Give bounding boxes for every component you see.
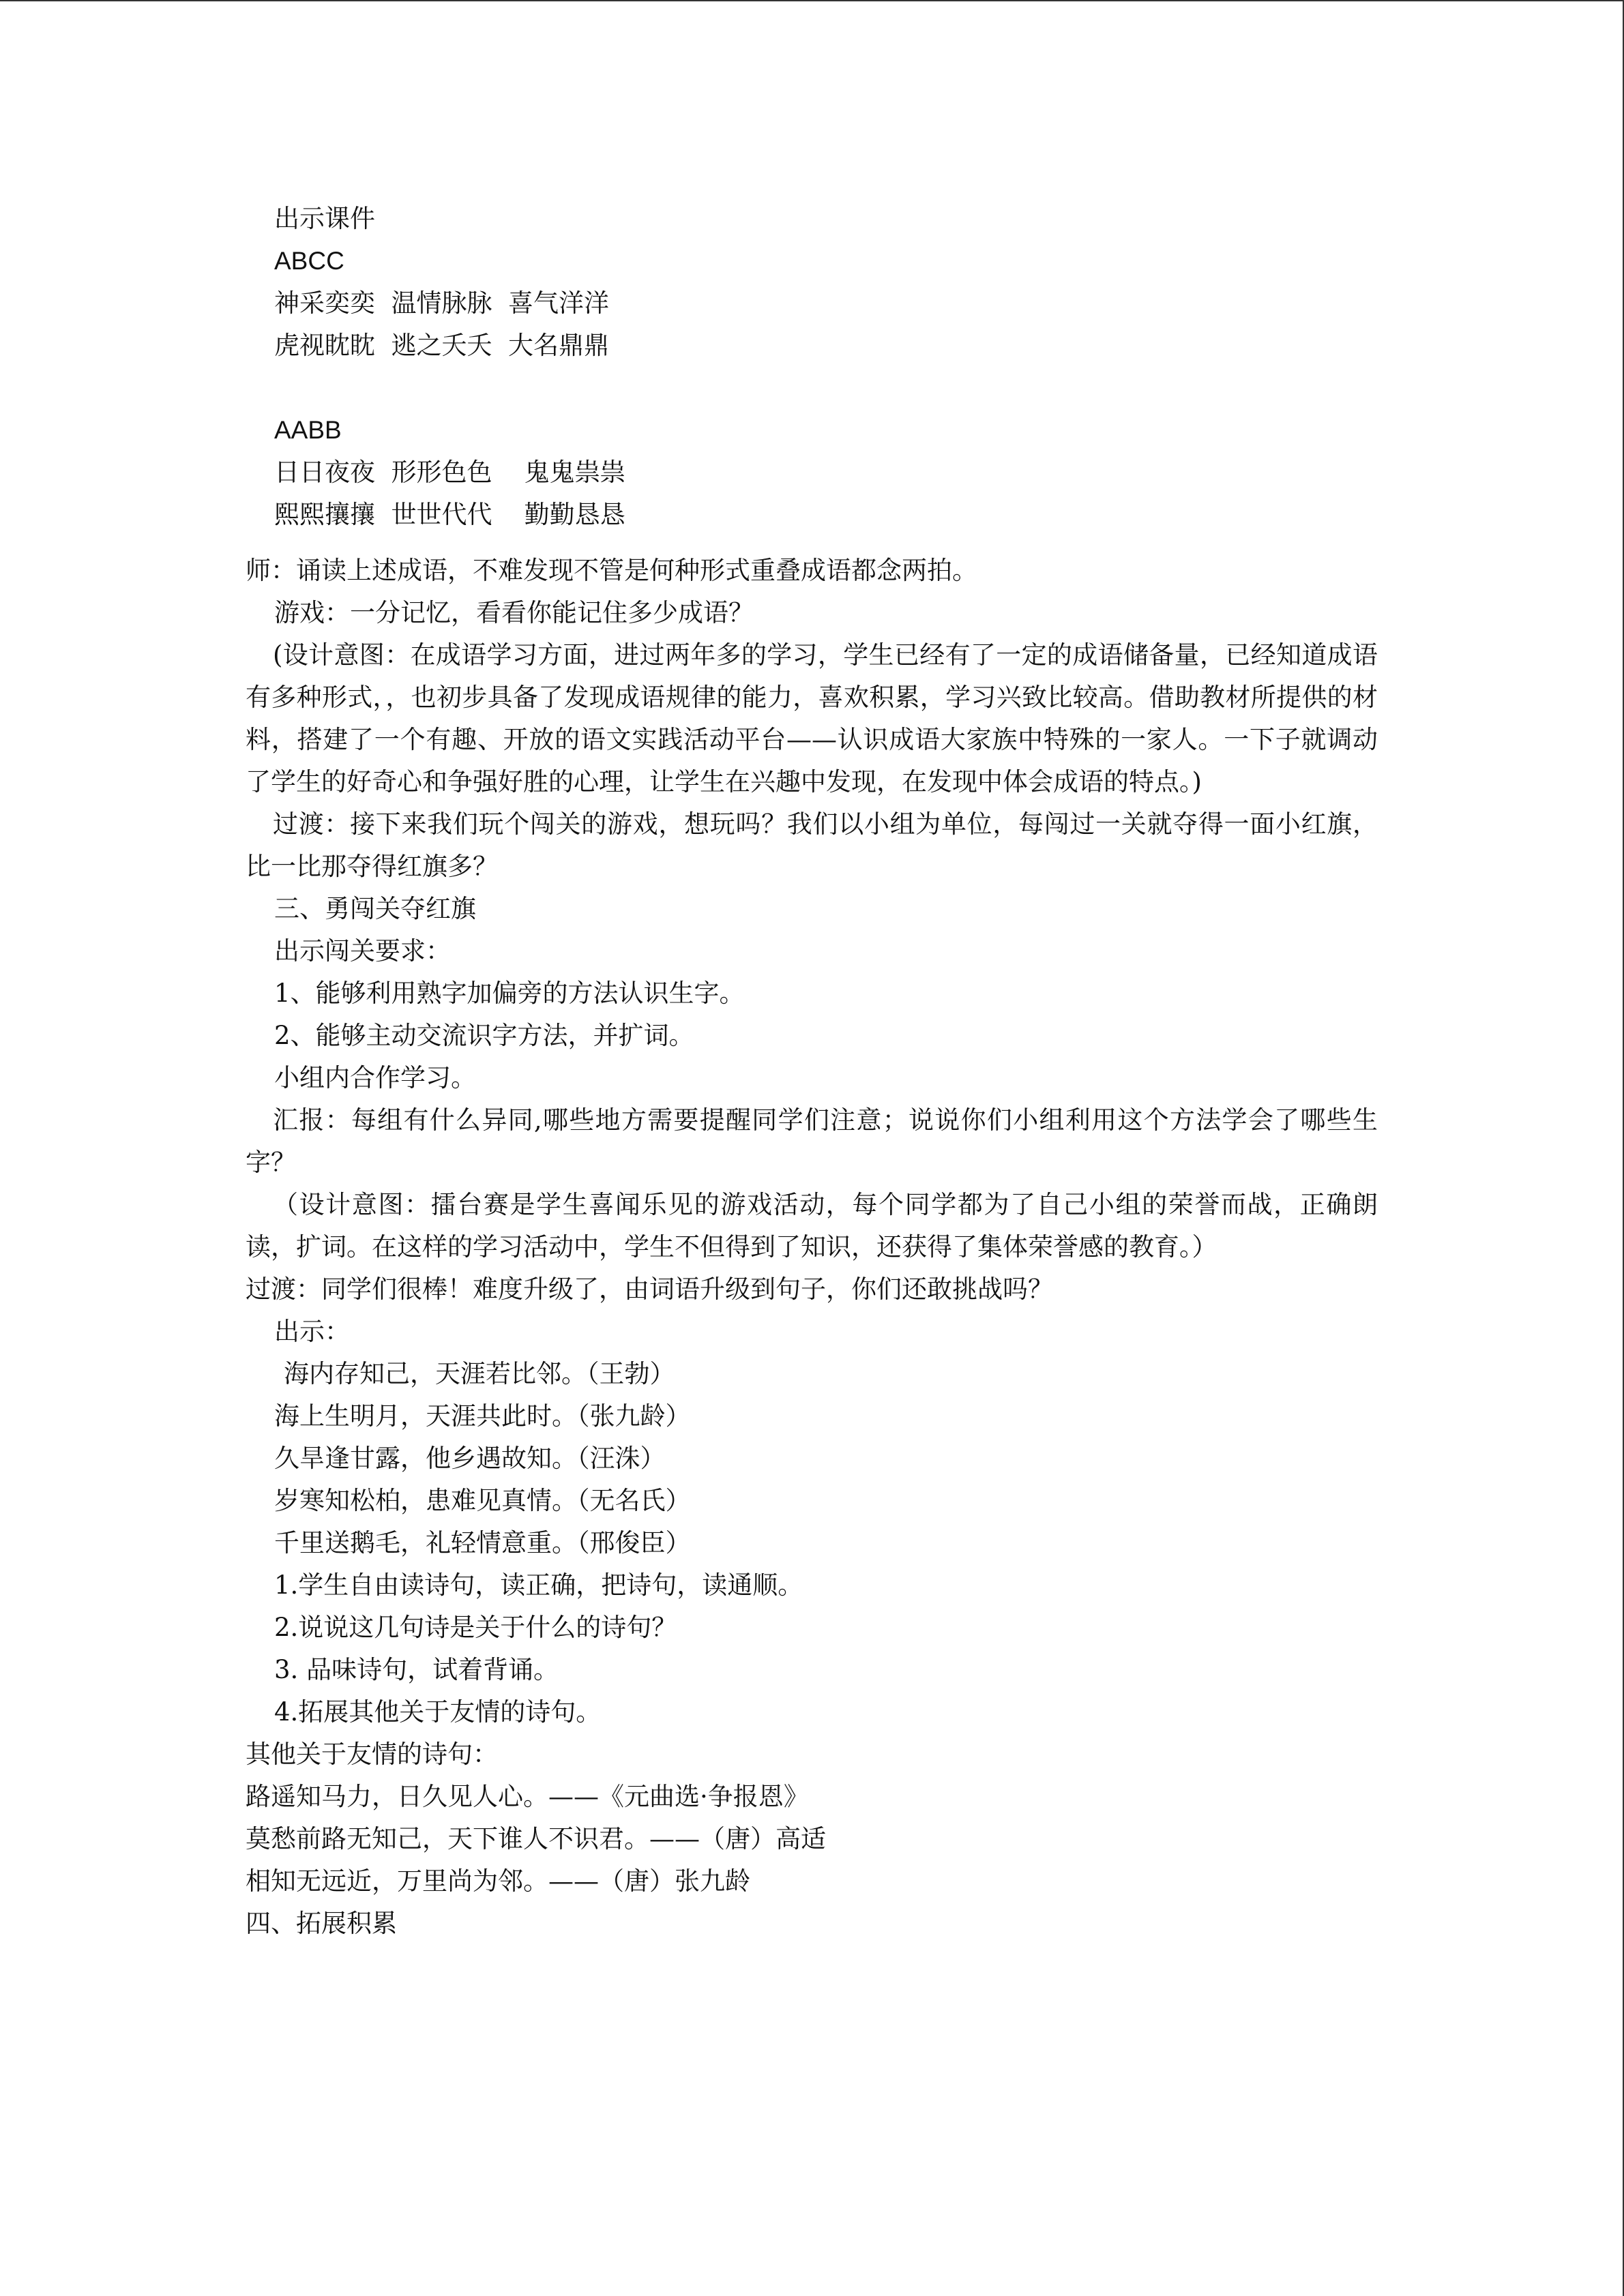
text-line: 海内存知己，天涯若比邻。（王勃） (284, 1359, 675, 1388)
text-line: 其他关于友情的诗句： (246, 1740, 498, 1769)
text-line: 久旱逢甘露，他乡遇故知。（汪洙） (274, 1444, 666, 1473)
document-body (246, 198, 1378, 1945)
text-line: 路遥知马力，日久见人心。——《元曲选·争报恩》 (246, 1782, 809, 1811)
text-line: 小组内合作学习。 (274, 1063, 476, 1092)
blank-spacer (246, 367, 1378, 409)
text-line: 神采奕奕 温情脉脉 喜气洋洋 (274, 288, 610, 318)
text-line: 师：诵读上述成语，不难发现不管是何种形式重叠成语都念两拍。 (246, 556, 977, 585)
text-line: 游戏：一分记忆，看看你能记住多少成语？ (274, 598, 754, 627)
text-line: 虎视眈眈 逃之夭夭 大名鼎鼎 (274, 331, 610, 360)
text-line: 相知无远近，万里尚为邻。——（唐）张九龄 (246, 1866, 750, 1896)
paragraph: (设计意图：在成语学习方面，进过两年多的学习，学生已经有了一定的成语储备量，已经知道成语有多种形式，，也初步具备了发现成语规律的能力，喜欢积累，学习兴致比较高。借助教材所提供的材料，搭建了一个有趣、开放的语文实践活动平台——认识成语大家族中特殊的一家人。一下子就调动了学生的好奇心和争强好胜的心理，让学生在兴趣中发现，在发现中体会成语的特点。) (246, 640, 1378, 796)
text-line: 出示课件 (274, 204, 375, 233)
text-line: 2.说说这几句诗是关于什么的诗句？ (274, 1613, 677, 1642)
paragraph: 过渡：接下来我们玩个闯关的游戏，想玩吗？我们以小组为单位，每闯过一关就夺得一面小红旗，比一比那夺得红旗多？ (246, 809, 1378, 881)
text-line: 日日夜夜 形形色色 鬼鬼祟祟 (274, 458, 625, 487)
paragraph: （设计意图：擂台赛是学生喜闻乐见的游戏活动，每个同学都为了自己小组的荣誉而战，正确朗读，扩词。在这样的学习活动中，学生不但得到了知识，还获得了集体荣誉感的教育。） (246, 1190, 1378, 1262)
text-line: 3. 品味诗句，试着背诵。 (274, 1655, 559, 1684)
text-line: 1.学生自由读诗句，读正确，把诗句，读通顺。 (274, 1570, 803, 1600)
text-line: 三、勇闯关夺红旗 (274, 894, 476, 923)
text-line: 熙熙攘攘 世世代代 勤勤恳恳 (274, 500, 625, 529)
paragraph: 汇报：每组有什么异同,哪些地方需要提醒同学们注意；说说你们小组利用这个方法学会了哪些生字？ (246, 1105, 1378, 1177)
text-line: 莫愁前路无知己，天下谁人不识君。——（唐）高适 (246, 1824, 826, 1853)
text-line: 出示闯关要求： (274, 936, 451, 966)
text-line: 1、能够利用熟字加偏旁的方法认识生字。 (274, 979, 745, 1008)
text-line: 2、能够主动交流识字方法，并扩词。 (274, 1021, 694, 1050)
text-line: 四、拓展积累 (246, 1909, 397, 1938)
text-line: 岁寒知松柏，患难见真情。（无名氏） (274, 1486, 691, 1515)
blank-spacer (246, 536, 1378, 550)
text-line: 出示： (274, 1317, 350, 1346)
text-line: 4.拓展其他关于友情的诗句。 (274, 1697, 602, 1727)
text-line: ABCC (274, 247, 344, 275)
text-line: AABB (274, 416, 342, 444)
text-line: 过渡：同学们很棒！难度升级了，由词语升级到句子，你们还敢挑战吗？ (246, 1274, 1053, 1304)
text-line: 海上生明月，天涯共此时。（张九龄） (274, 1401, 691, 1431)
text-line: 千里送鹅毛，礼轻情意重。（邢俊臣） (274, 1528, 691, 1557)
